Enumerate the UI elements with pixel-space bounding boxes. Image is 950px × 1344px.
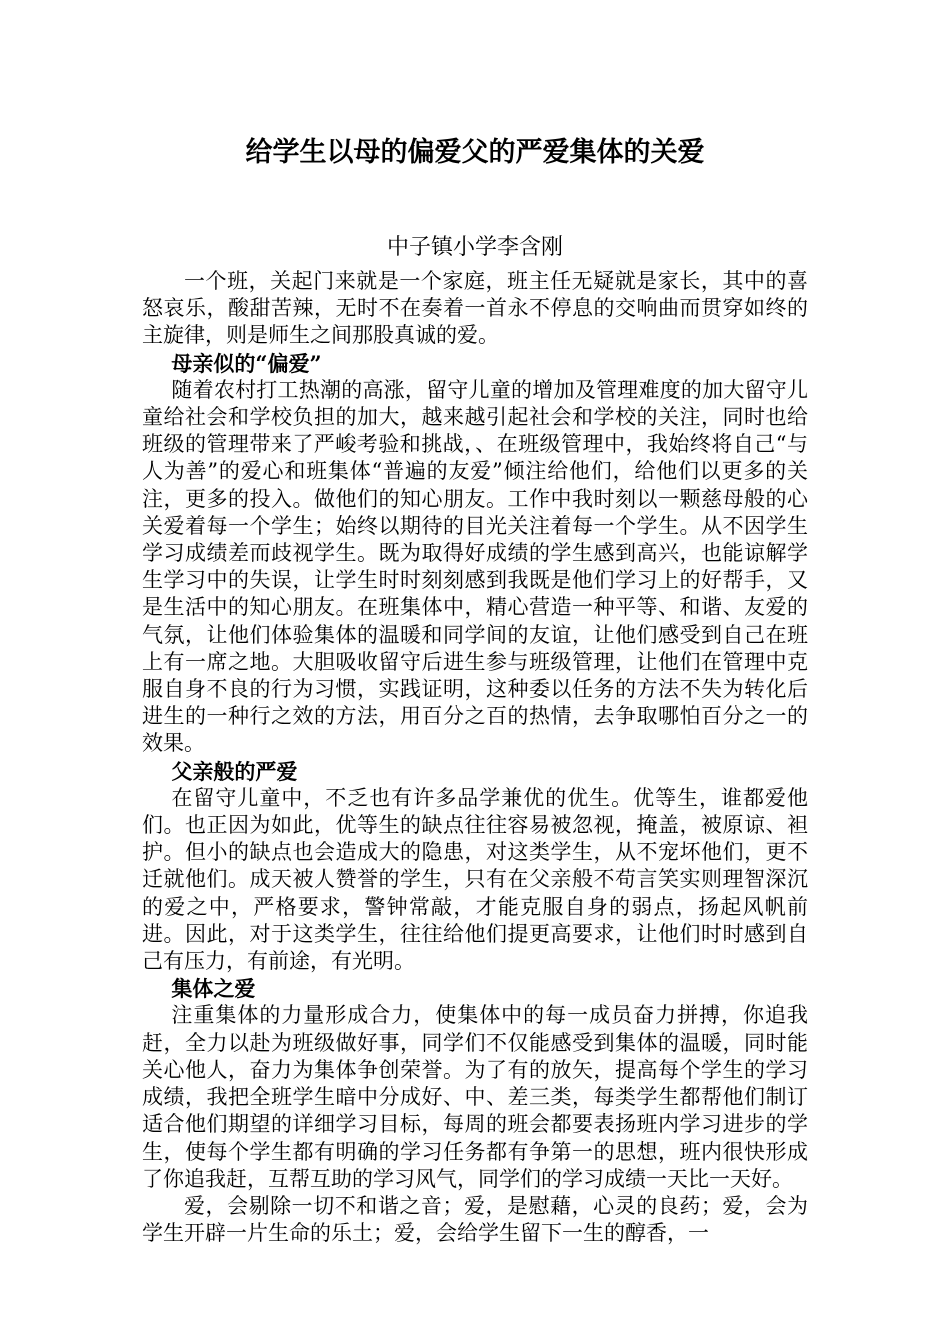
- section-heading-collective: 集体之爱: [171, 976, 256, 1002]
- document-title: 给学生以母的偏爱父的严爱集体的关爱: [245, 137, 705, 168]
- document-author: 中子镇小学李含刚: [386, 235, 563, 260]
- document-body: [142, 268, 808, 1247]
- intro-paragraph: 一个班，关起门来就是一个家庭，班主任无疑就是家长，其中的喜怒哀乐，酸甜苦辣，无时不在奏着一首永不停息的交响曲而贯穿如终的主旋律，则是师生之间那股真诚的爱。: [142, 269, 808, 348]
- section-heading-father: 父亲般的严爱: [171, 758, 298, 784]
- section-paragraph-father: 在留守儿童中，不乏也有许多品学兼优的优生。优等生，谁都爱他们。也正因为如此，优等生的缺点往往容易被忽视，掩盖，被原谅、袒护。但小的缺点也会造成大的隐患，对这类学生，从不宠坏他们，更不迁就他们。成天被人赞誉的学生，只有在父亲般不苟言笑实则理智深沉的爱之中，严格要求，警钟常敲，才能克服自身的弱点，扬起风帆前进。因此，对于这类学生，往往给他们提更高要求，让他们时时感到自己有压力，有前途，有光明。: [142, 785, 808, 974]
- section-paragraph-collective: 注重集体的力量形成合力，使集体中的每一成员奋力拼搏，你追我赶，全力以赴为班级做好事，同学们不仅能感受到集体的温暖，同时能关心他人，奋力为集体争创荣誉。为了有的放矢，提高每个学生的学习成绩，我把全班学生暗中分成好、中、差三类，每类学生都帮他们制订适合他们期望的详细学习目标，每周的班会都要表扬班内学习进步的学生，使每个学生都有明确的学习任务都有争第一的思想，班内很快形成了你追我赶，互帮互助的学习风气，同学们的学习成绩一天比一天好。: [142, 1003, 808, 1191]
- section-heading-mother: 母亲似的“偏爱”: [171, 350, 322, 376]
- closing-paragraph: 爱，会剔除一切不和谐之音；爱，是慰藉，心灵的良药；爱，会为学生开辟一片生命的乐土；爱，会给学生留下一生的醇香，一: [142, 1193, 808, 1246]
- section-paragraph-mother: 随着农村打工热潮的高涨，留守儿童的增加及管理难度的加大留守儿童给社会和学校负担的加大，越来越引起社会和学校的关注，同时也给班级的管理带来了严峻考验和挑战，、在班级管理中，我始终将自己“与人为善”的爱心和班集体“普遍的友爱”倾注给他们，给他们以更多的关注，更多的投入。做他们的知心朋友。工作中我时刻以一颗慈母般的心关爱着每一个学生；始终以期待的目光关注着每一个学生。从不因学生学习成绩差而歧视学生。既为取得好成绩的学生感到高兴，也能谅解学生学习中的失误，让学生时时刻刻感到我既是他们学习上的好帮手，又是生活中的知心朋友。在班集体中，精心营造一种平等、和谐、友爱的气氛，让他们体验集体的温暖和同学间的友谊，让他们感受到自己在班上有一席之地。大胆吸收留守后进生参与班级管理，让他们在管理中克服自身不良的行为习惯，实践证明，这种委以任务的方法不失为转化后进生的一种行之效的方法，用百分之百的热情，去争取哪怕百分之一的效果。: [142, 377, 808, 756]
